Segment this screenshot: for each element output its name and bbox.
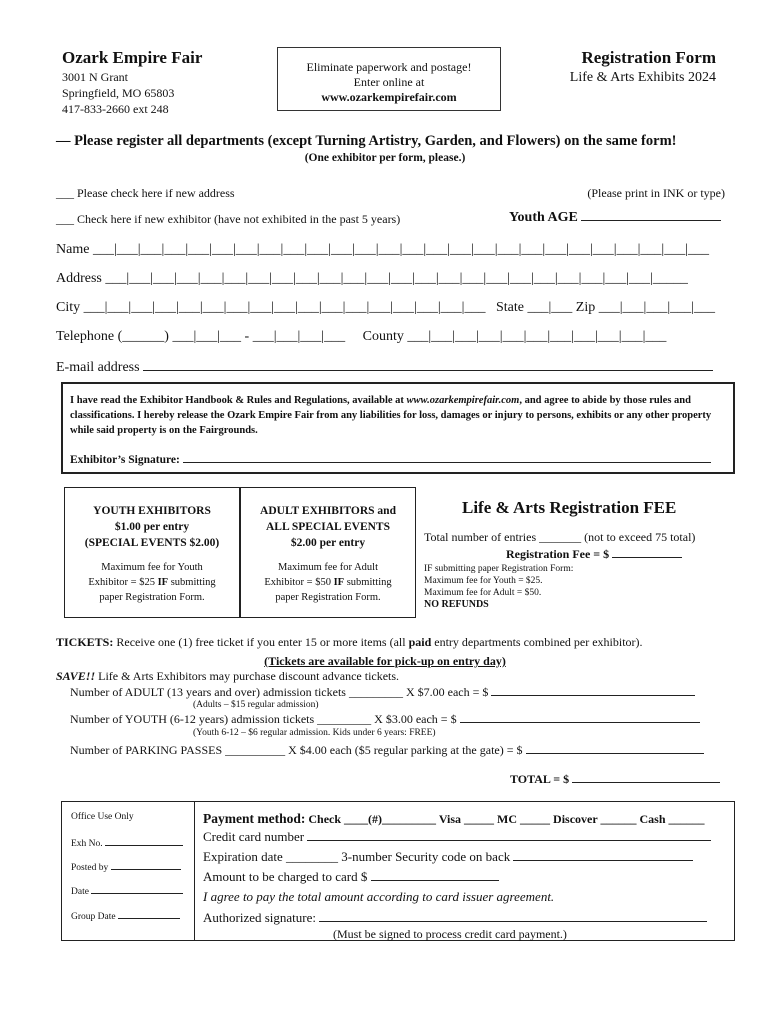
payment-mc-option[interactable]: MC _____ bbox=[494, 812, 551, 826]
youth-tickets-field[interactable] bbox=[70, 711, 700, 727]
youth-note-line-3: paper Registration Form. bbox=[99, 592, 205, 603]
must-sign-note: (Must be signed to process credit card payment.) bbox=[333, 927, 567, 941]
youth-age-field[interactable] bbox=[509, 209, 721, 226]
email-blank[interactable] bbox=[143, 358, 713, 371]
posted-by-label: Posted by bbox=[71, 863, 109, 873]
amount-label: Amount to be charged to card $ bbox=[203, 869, 368, 884]
agreement-text-b: , and agree to abide by those rules and classifications. I hereby release the Ozark Empire Fair from any liabilities for loss, damages or injury to persons, exhibits or any other property while said property is on the Fairgrounds. bbox=[70, 395, 712, 436]
exhibitor-signature-field[interactable] bbox=[70, 452, 711, 466]
name-field[interactable] bbox=[56, 242, 709, 258]
youth-note-2b: IF bbox=[157, 577, 169, 588]
payment-check-option[interactable]: Check ____(#)_________ bbox=[305, 812, 437, 826]
address-line-2: Springfield, MO 65803 bbox=[62, 86, 175, 100]
one-exhibitor-note: (One exhibitor per form, please.) bbox=[304, 152, 466, 164]
adult-note-line-2 bbox=[242, 575, 414, 590]
adult-note-2b: IF bbox=[333, 577, 345, 588]
adult-fee-column bbox=[242, 503, 414, 605]
youth-note-2c: submitting bbox=[168, 577, 216, 588]
reg-note-3: Maximum fee for Adult = $50. bbox=[424, 588, 542, 598]
register-all-notice: — Please register all departments (except Turning Artistry, Garden, and Flowers) on the same form! bbox=[56, 133, 677, 149]
save-text: Life & Arts Exhibitors may purchase discount advance tickets. bbox=[95, 669, 400, 683]
fair-address bbox=[62, 69, 174, 117]
agreement-text-a: I have read the Exhibitor Handbook & Rules and Regulations, available at bbox=[70, 395, 407, 406]
state-boxes[interactable]: ___|___ bbox=[527, 300, 573, 315]
amount-blank[interactable] bbox=[371, 869, 499, 881]
youth-special-price: (SPECIAL EVENTS $2.00) bbox=[84, 537, 220, 549]
name-label: Name bbox=[56, 242, 90, 257]
payment-method-row[interactable] bbox=[203, 811, 705, 827]
telephone-county-row[interactable] bbox=[56, 329, 666, 345]
office-use-title: Office Use Only bbox=[71, 812, 134, 822]
signature-label: Exhibitor’s Signature: bbox=[70, 454, 180, 466]
adult-fee-note bbox=[242, 560, 414, 605]
exh-no-label: Exh No. bbox=[71, 839, 103, 849]
zip-label: Zip bbox=[575, 300, 596, 315]
fair-name: Ozark Empire Fair bbox=[62, 48, 203, 67]
form-subtitle: Life & Arts Exhibits 2024 bbox=[569, 70, 716, 85]
group-date-label: Group Date bbox=[71, 912, 116, 922]
registration-fee-notes bbox=[424, 563, 573, 611]
adult-note-line-1: Maximum fee for Adult bbox=[277, 562, 379, 573]
card-agreement-text: I agree to pay the total amount according to card issuer agreement. bbox=[203, 889, 555, 904]
form-title: Registration Form bbox=[581, 48, 716, 67]
agreement-text bbox=[70, 393, 730, 438]
tickets-text-a: Receive one (1) free ticket if you enter 15 or more items (all bbox=[113, 635, 409, 649]
parking-passes-blank[interactable] bbox=[526, 742, 704, 754]
youth-fee-column bbox=[66, 503, 238, 605]
online-entry-box bbox=[277, 47, 501, 111]
tickets-text-b: entry departments combined per exhibitor). bbox=[431, 635, 643, 649]
youth-tickets-label: Number of YOUTH (6-12 years) admission tickets _________ X $3.00 each = $ bbox=[70, 712, 457, 726]
state-label: State bbox=[495, 300, 524, 315]
youth-note-line-1: Maximum fee for Youth bbox=[101, 562, 203, 573]
adult-fee-title-2: ALL SPECIAL EVENTS bbox=[266, 521, 390, 533]
authorized-signature-blank[interactable] bbox=[319, 910, 707, 922]
total-field[interactable] bbox=[510, 771, 720, 787]
office-group-date bbox=[71, 909, 180, 922]
city-label: City bbox=[56, 300, 81, 315]
youth-age-blank[interactable] bbox=[581, 209, 721, 221]
city-state-zip-row[interactable] bbox=[56, 300, 715, 316]
registration-fee-label: Registration Fee = $ bbox=[506, 547, 610, 561]
reg-note-2: Maximum fee for Youth = $25. bbox=[424, 576, 543, 586]
save-note bbox=[56, 669, 399, 684]
address-boxes[interactable]: ___|___|___|___|___|___|___|___|___|___|___|___|___|___|___|___|___|___|___|___|___|___|___|_____ bbox=[105, 271, 688, 286]
online-line-2: Enter online at bbox=[353, 75, 425, 89]
online-url-link[interactable]: www.ozarkempirefair.com bbox=[321, 90, 457, 104]
expiration-security-field[interactable] bbox=[203, 849, 693, 865]
amount-charged-field[interactable] bbox=[203, 869, 499, 885]
phone-area-code[interactable]: (______) bbox=[117, 329, 169, 344]
tickets-info bbox=[56, 635, 643, 650]
youth-tickets-blank[interactable] bbox=[460, 711, 700, 723]
adult-admission-note: (Adults – $15 regular admission) bbox=[193, 700, 319, 710]
registration-fee-title: Life & Arts Registration FEE bbox=[462, 498, 677, 517]
exh-no-blank bbox=[105, 836, 183, 846]
agreement-url: www.ozarkempirefair.com bbox=[406, 395, 520, 406]
city-boxes[interactable]: ___|___|___|___|___|___|___|___|___|___|___|___|___|___|___|___|___ bbox=[83, 300, 486, 315]
posted-by-blank bbox=[111, 860, 181, 870]
adult-tickets-field[interactable] bbox=[70, 684, 695, 700]
credit-card-number-field[interactable] bbox=[203, 829, 711, 845]
email-field[interactable] bbox=[56, 358, 713, 376]
card-number-label: Credit card number bbox=[203, 829, 305, 844]
payment-cash-option[interactable]: Cash ______ bbox=[636, 812, 705, 826]
adult-note-line-3: paper Registration Form. bbox=[275, 592, 381, 603]
youth-fee-price: $1.00 per entry bbox=[114, 521, 190, 533]
payment-method-label: Payment method: bbox=[203, 811, 306, 826]
online-line-1: Eliminate paperwork and postage! bbox=[306, 60, 472, 74]
parking-passes-field[interactable] bbox=[70, 742, 704, 758]
county-boxes[interactable]: ___|___|___|___|___|___|___|___|___|___|___ bbox=[407, 329, 667, 344]
new-address-checkbox[interactable]: ___ Please check here if new address bbox=[56, 186, 235, 200]
authorized-signature-field[interactable] bbox=[203, 910, 707, 926]
adult-tickets-label: Number of ADULT (13 years and over) admission tickets _________ X $7.00 each = $ bbox=[70, 685, 489, 699]
new-exhibitor-checkbox[interactable]: ___ Check here if new exhibitor (have not exhibited in the past 5 years) bbox=[56, 212, 401, 226]
name-boxes[interactable]: ___|___|___|___|___|___|___|___|___|___|___|___|___|___|___|___|___|___|___|___|___|___|___|___|___|___ bbox=[92, 242, 710, 257]
fee-box-divider bbox=[239, 487, 241, 618]
group-date-blank bbox=[118, 909, 180, 919]
office-date-label: Date bbox=[71, 887, 89, 897]
tickets-label: TICKETS: bbox=[56, 635, 114, 649]
total-blank[interactable] bbox=[572, 771, 720, 783]
tickets-paid: paid bbox=[408, 635, 432, 649]
adult-fee-title-1: ADULT EXHIBITORS and bbox=[260, 505, 396, 517]
youth-fee-title: YOUTH EXHIBITORS bbox=[93, 505, 211, 517]
office-date-blank bbox=[91, 884, 183, 894]
address-label: Address bbox=[56, 271, 102, 286]
no-refunds-note: NO REFUNDS bbox=[424, 599, 489, 610]
parking-passes-label: Number of PARKING PASSES __________ X $4.00 each ($5 regular parking at the gate) = $ bbox=[70, 743, 523, 757]
address-field[interactable] bbox=[56, 271, 688, 287]
registration-fee-blank[interactable] bbox=[612, 546, 682, 558]
tickets-pickup-note: (Tickets are available for pick-up on entry day) bbox=[264, 654, 506, 668]
zip-boxes[interactable]: ___|___|___|___|___ bbox=[598, 300, 715, 315]
telephone-label: Telephone bbox=[56, 329, 115, 344]
office-posted-by bbox=[71, 860, 181, 873]
registration-fee-field[interactable] bbox=[506, 546, 682, 562]
youth-note-2a: Exhibitor = $25 bbox=[88, 577, 158, 588]
card-number-blank[interactable] bbox=[307, 829, 711, 841]
adult-fee-price: $2.00 per entry bbox=[290, 537, 366, 549]
youth-fee-note bbox=[66, 560, 238, 605]
adult-tickets-blank[interactable] bbox=[491, 684, 695, 696]
office-date bbox=[71, 884, 183, 897]
payment-discover-option[interactable]: Discover ______ bbox=[550, 812, 637, 826]
office-exh-no bbox=[71, 836, 183, 849]
phone-boxes[interactable]: ___|___|___ - ___|___|___|___ bbox=[172, 329, 346, 344]
payment-visa-option[interactable]: Visa _____ bbox=[436, 812, 495, 826]
email-label: E-mail address bbox=[56, 360, 140, 375]
signature-blank[interactable] bbox=[183, 452, 711, 463]
total-label: TOTAL = $ bbox=[510, 772, 570, 786]
youth-note-line-2 bbox=[66, 575, 238, 590]
save-label: SAVE!! bbox=[56, 669, 96, 683]
print-ink-note: (Please print in INK or type) bbox=[587, 186, 725, 200]
reg-note-1: IF submitting paper Registration Form: bbox=[424, 564, 574, 574]
total-entries-field[interactable]: Total number of entries _______ (not to exceed 75 total) bbox=[424, 530, 696, 544]
security-code-blank[interactable] bbox=[513, 849, 693, 861]
address-line-1: 3001 N Grant bbox=[62, 70, 128, 84]
youth-age-label: Youth AGE bbox=[509, 210, 578, 225]
adult-note-2a: Exhibitor = $50 bbox=[264, 577, 334, 588]
adult-note-2c: submitting bbox=[344, 577, 392, 588]
youth-admission-note: (Youth 6-12 – $6 regular admission. Kids under 6 years: FREE) bbox=[193, 728, 436, 738]
county-label: County bbox=[362, 329, 404, 344]
authorized-signature-label: Authorized signature: bbox=[203, 910, 316, 925]
fair-phone: 417-833-2660 ext 248 bbox=[62, 102, 169, 116]
expiration-label: Expiration date ________ 3-number Security code on back bbox=[203, 849, 511, 864]
